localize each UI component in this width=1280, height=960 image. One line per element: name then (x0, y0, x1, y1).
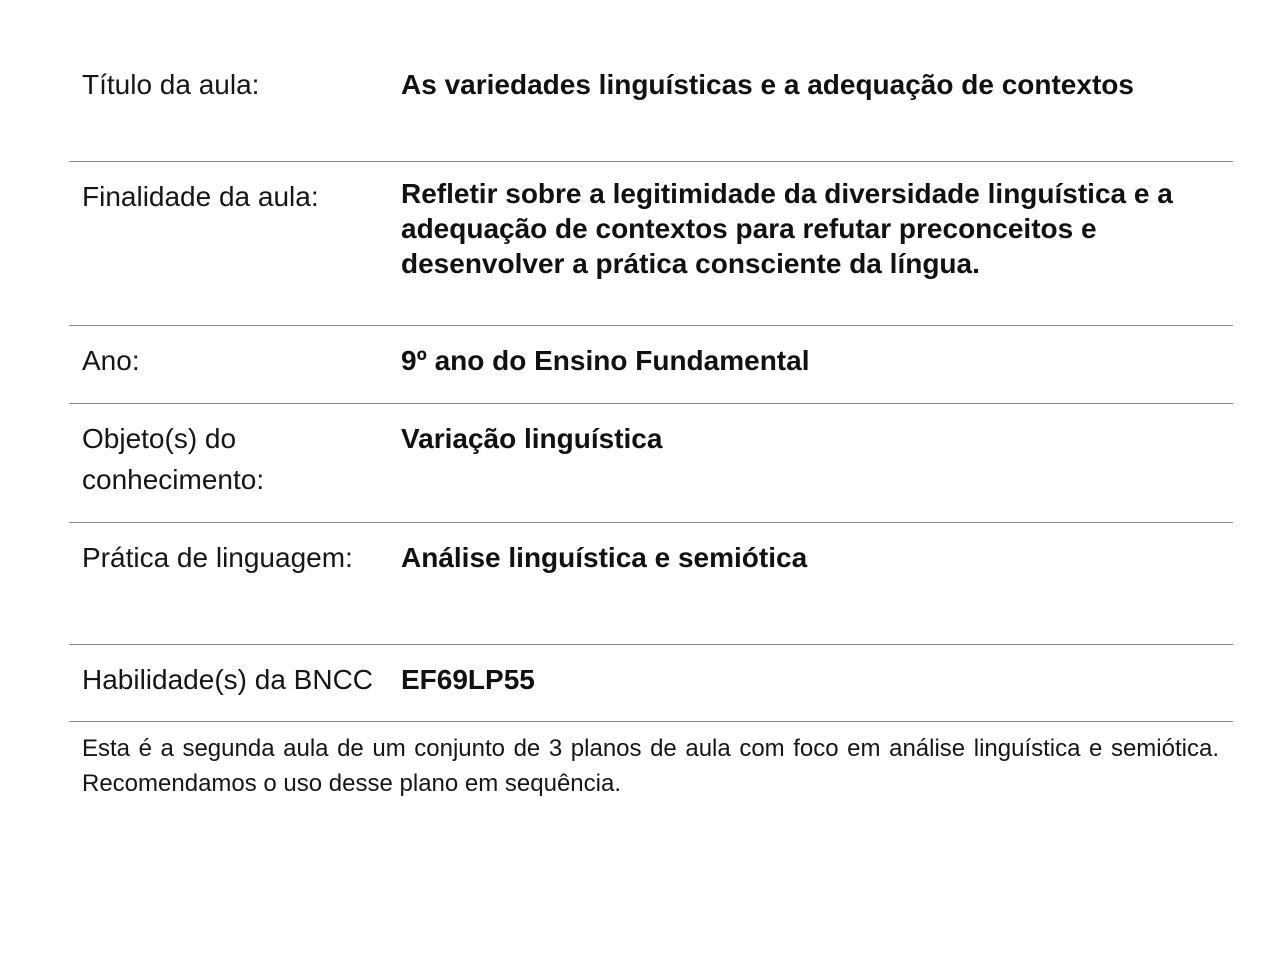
value-lesson-title: As variedades linguísticas e a adequação de contextos (401, 69, 1134, 100)
value-bncc-skill: EF69LP55 (401, 664, 535, 695)
row-lesson-title (69, 0, 1233, 162)
value-school-year: 9º ano do Ensino Fundamental (401, 345, 810, 376)
row-knowledge-object (69, 404, 1233, 523)
label-lesson-title: Título da aula: (82, 69, 260, 100)
sequence-note: Esta é a segunda aula de um conjunto de 3 planos de aula com foco em análise linguística e semiótica. Recomendamos o uso desse plano em sequência. (82, 735, 1219, 797)
label-school-year: Ano: (82, 345, 140, 376)
value-knowledge-object: Variação linguística (401, 423, 663, 454)
value-language-practice: Análise linguística e semiótica (401, 542, 808, 573)
label-bncc-skill: Habilidade(s) da BNCC (82, 664, 374, 695)
row-bncc-skill (69, 645, 1233, 722)
label-knowledge-object: Objeto(s) do conhecimento: (82, 423, 265, 495)
row-lesson-purpose (69, 162, 1233, 326)
label-lesson-purpose: Finalidade da aula: (82, 181, 319, 212)
row-language-practice (69, 523, 1233, 645)
label-language-practice: Prática de linguagem: (82, 542, 353, 573)
row-school-year (69, 326, 1233, 404)
value-lesson-purpose: Refletir sobre a legitimidade da diversidade linguística e a adequação de contextos para refutar preconceitos e desenvolver a prática consciente da língua. (401, 178, 1173, 279)
